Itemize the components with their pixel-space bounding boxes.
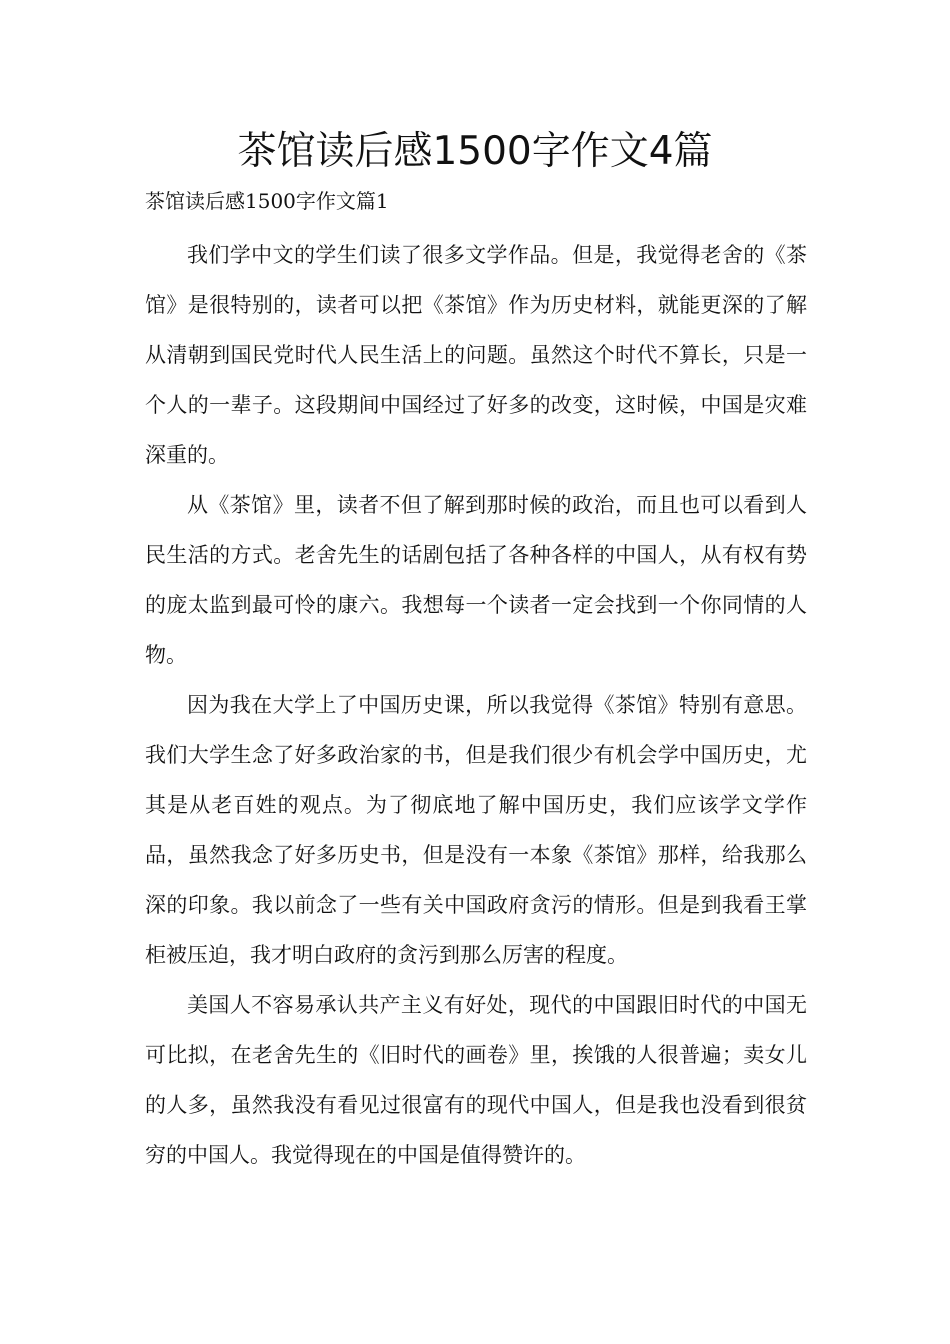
section-heading: 茶馆读后感1500字作文篇1 <box>145 189 389 213</box>
document-title: 茶馆读后感1500字作文4篇 <box>237 129 713 174</box>
paragraph-4: 美国人不容易承认共产主义有好处，现代的中国跟旧时代的中国无可比拟，在老舍先生的《旧时代的画卷》里，挨饿的人很普遍；卖女儿的人多，虽然我没有看见过很富有的现代中国人，但是我也没看到很贫穷的中国人。我觉得现在的中国是值得赞许的。 <box>145 993 807 1167</box>
document-body <box>145 230 807 1180</box>
paragraph-3: 因为我在大学上了中国历史课，所以我觉得《茶馆》特别有意思。我们大学生念了好多政治家的书，但是我们很少有机会学中国历史，尤其是从老百姓的观点。为了彻底地了解中国历史，我们应该学文学作品，虽然我念了好多历史书，但是没有一本象《茶馆》那样，给我那么深的印象。我以前念了一些有关中国政府贪污的情形。但是到我看王掌柜被压迫，我才明白政府的贪污到那么厉害的程度。 <box>145 693 807 967</box>
paragraph-1: 我们学中文的学生们读了很多文学作品。但是，我觉得老舍的《茶馆》是很特别的，读者可以把《茶馆》作为历史材料，就能更深的了解从清朝到国民党时代人民生活上的问题。虽然这个时代不算长，只是一个人的一辈子。这段期间中国经过了好多的改变，这时候，中国是灾难深重的。 <box>145 243 807 467</box>
paragraph-2: 从《茶馆》里，读者不但了解到那时候的政治，而且也可以看到人民生活的方式。老舍先生的话剧包括了各种各样的中国人，从有权有势的庞太监到最可怜的康六。我想每一个读者一定会找到一个你同情的人物。 <box>145 493 807 667</box>
